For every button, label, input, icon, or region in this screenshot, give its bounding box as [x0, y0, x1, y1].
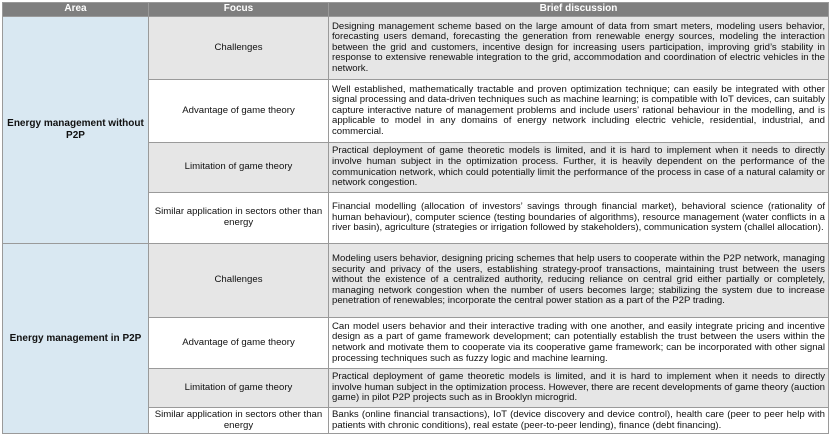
header-area: Area — [3, 3, 149, 17]
discussion-cell: Practical deployment of game theoretic models is limited, and it is hard to implement when it needs to directly involve human subject in the optimization process. However, there are recent developments of game theory (auction game) in pilot P2P projects such as in Brooklyn microgrid. — [329, 369, 829, 408]
focus-cell: Challenges — [149, 244, 329, 318]
discussion-cell: Modeling users behavior, designing pricing schemes that help users to cooperate within the P2P network, managing security and privacy of the users, establishing strategy-proof transactions, maintaining trust between the users without the existence of a centralized authority, reducing reliance on central grid either partially or completely, managing network congestion when the number of users becomes large; stabilizing the system due to increase penetration of renewables; incorporate the central power station as a part of the P2P trading. — [329, 244, 829, 318]
discussion-cell: Well established, mathematically tractable and proven optimization technique; can easily be integrated with other signal processing and data-driven techniques such as machine learning; is compatible with IoT devices, can suitably capture interactive nature of management problems and include users’ rational behaviour in the modelling, and is applicable to model in any domains of energy network including electric vehicle, residential, industrial, and commercial. — [329, 80, 829, 143]
area-cell-without-p2p: Energy management without P2P — [3, 17, 149, 244]
area-cell-in-p2p: Energy management in P2P — [3, 244, 149, 434]
discussion-cell: Financial modelling (allocation of investors’ savings through financial market), behavioral science (rationality of human behaviour), computer science (testing boundaries of algorithms), resource management (water conflicts in a river basin), agriculture (strategies or irrigation followed by stakeholders), communication system (challel allocation). — [329, 193, 829, 244]
discussion-cell: Banks (online financial transactions), IoT (device discovery and device control), health care (peer to peer help with patients with chronic conditions), real estate (peer-to-peer lending), finance (debt financing). — [329, 408, 829, 434]
focus-cell: Advantage of game theory — [149, 318, 329, 369]
focus-cell: Challenges — [149, 17, 329, 80]
header-focus: Focus — [149, 3, 329, 17]
header-discussion: Brief discussion — [329, 3, 829, 17]
comparison-table — [2, 2, 829, 434]
table-row — [3, 244, 829, 318]
table-row — [3, 17, 829, 80]
table-header-row — [3, 3, 829, 17]
discussion-cell: Designing management scheme based on the large amount of data from smart meters, modeling users behavior, forecasting users demand, forecasting the generation from renewable energy sources, modeling the interaction between the grid and customers, incentive design for increasing users participation, improving grid’s stability in response to extensive renewable integration to the grid, accommodation and coordination of electric vehicles in the network. — [329, 17, 829, 80]
discussion-cell: Can model users behavior and their interactive trading with one another, and easily integrate pricing and incentive design as a part of game framework development; can potentially establish the trust between the users within the network and motivate them to cooperate via its cooperative game framework; can be incorporated with other signal processing techniques such as fuzzy logic and machine learning. — [329, 318, 829, 369]
discussion-cell: Practical deployment of game theoretic models is limited, and it is hard to implement when it needs to directly involve human subject in the optimization process. Further, it is heavily dependent on the performance of the communication network, which could potentially limit the performance of the process in case of a natural calamity or network congestion. — [329, 143, 829, 193]
focus-cell: Similar application in sectors other than energy — [149, 193, 329, 244]
focus-cell: Limitation of game theory — [149, 143, 329, 193]
focus-cell: Similar application in sectors other than energy — [149, 408, 329, 434]
focus-cell: Limitation of game theory — [149, 369, 329, 408]
focus-cell: Advantage of game theory — [149, 80, 329, 143]
